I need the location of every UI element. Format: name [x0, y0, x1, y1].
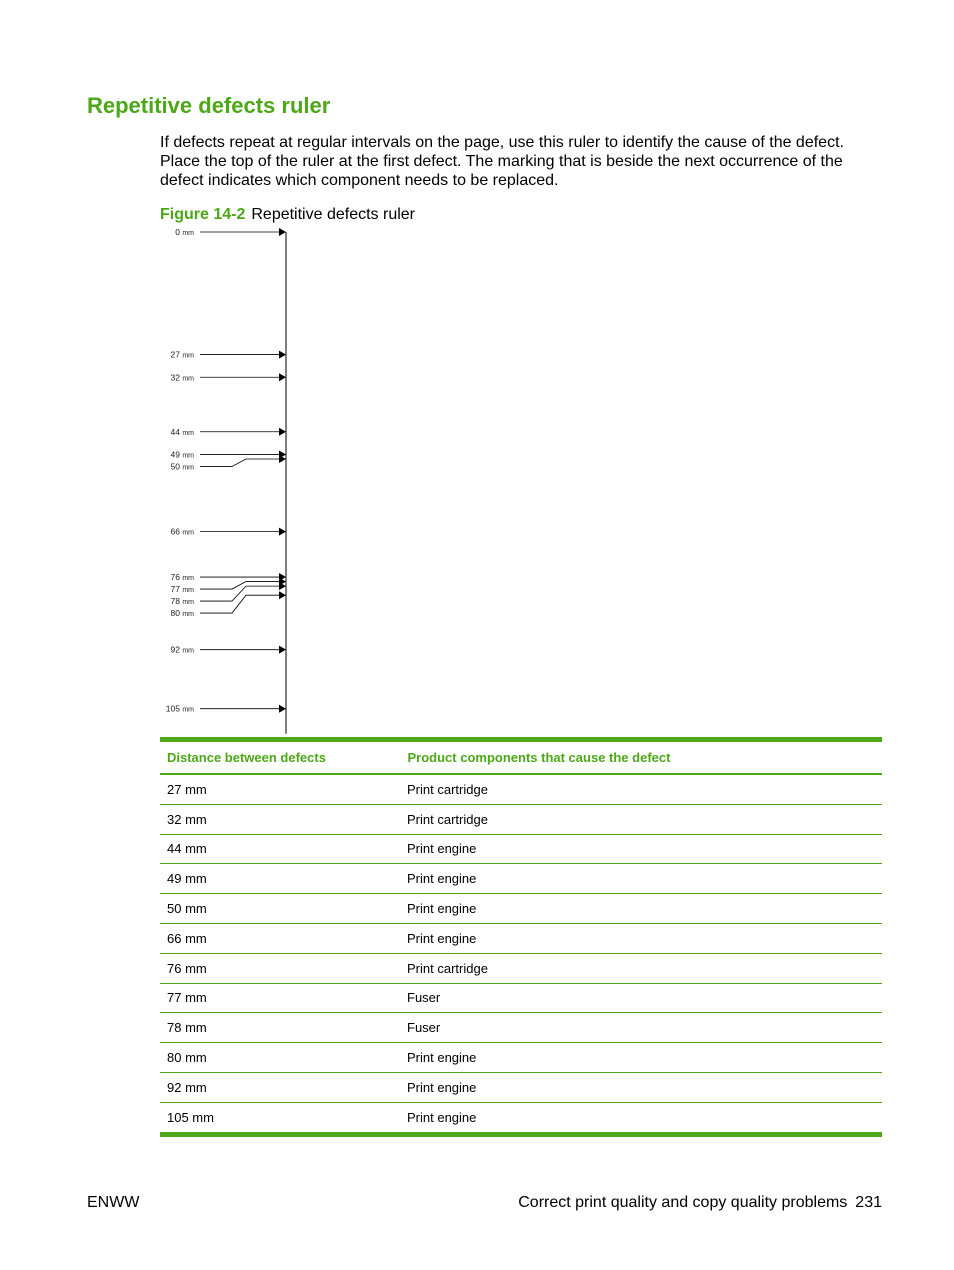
footer-left: ENWW — [87, 1194, 140, 1211]
ruler-label: 66 mm — [170, 526, 194, 537]
ruler-leader-line — [200, 595, 280, 613]
page-title: Repetitive defects ruler — [87, 93, 331, 118]
defects-table — [160, 737, 882, 1137]
intro-paragraph: If defects repeat at regular intervals on the page, use this ruler to identify the cause of the defect. Place the top of the ruler at the first defect. The marking that is beside the next occurrence of the defect indicates which component needs to be replaced. — [160, 134, 844, 189]
component-cell: Print engine — [400, 834, 882, 864]
ruler-arrowhead — [279, 646, 286, 654]
ruler-label: 105 mm — [165, 703, 194, 714]
table-row — [160, 983, 882, 1013]
table-row — [160, 894, 882, 924]
component-cell: Print engine — [400, 923, 882, 953]
ruler-arrowhead — [279, 373, 286, 381]
figure-number: Figure 14-2 — [160, 206, 246, 223]
ruler-label: 50 mm — [170, 461, 194, 472]
distance-cell: 44 mm — [160, 834, 400, 864]
footer-section: Correct print quality and copy quality problems — [518, 1194, 848, 1211]
ruler-label: 78 mm — [170, 596, 194, 607]
distance-cell: 32 mm — [160, 804, 400, 834]
table-row — [160, 864, 882, 894]
ruler-label: 77 mm — [170, 584, 194, 595]
footer-right — [518, 1194, 882, 1212]
distance-cell: 76 mm — [160, 953, 400, 983]
ruler-label: 44 mm — [170, 426, 194, 437]
ruler-label: 27 mm — [170, 349, 194, 360]
ruler-leader-line — [200, 459, 280, 466]
table-row — [160, 774, 882, 804]
distance-cell: 80 mm — [160, 1043, 400, 1073]
header-distance: Distance between defects — [160, 740, 400, 775]
table-header-row — [160, 740, 882, 775]
distance-cell: 78 mm — [160, 1013, 400, 1043]
table-row — [160, 1072, 882, 1102]
ruler-label: 32 mm — [170, 372, 194, 383]
component-cell: Print cartridge — [400, 774, 882, 804]
component-cell: Fuser — [400, 1013, 882, 1043]
component-cell: Print engine — [400, 1072, 882, 1102]
table-row — [160, 923, 882, 953]
distance-cell: 105 mm — [167, 1109, 214, 1125]
table-row — [160, 834, 882, 864]
distance-cell: 77 mm — [160, 983, 400, 1013]
ruler-label: 49 mm — [170, 449, 194, 460]
ruler-arrowhead — [279, 705, 286, 713]
ruler-label: 92 mm — [170, 644, 194, 655]
component-cell: Print cartridge — [400, 953, 882, 983]
component-cell: Print cartridge — [400, 804, 882, 834]
ruler-arrowhead — [279, 351, 286, 359]
table-row — [160, 1102, 882, 1134]
table-row — [160, 804, 882, 834]
header-components: Product components that cause the defect — [400, 740, 882, 775]
ruler-arrowhead — [279, 528, 286, 536]
ruler-leader-line — [200, 586, 280, 601]
ruler-arrowhead — [279, 228, 286, 236]
distance-cell: 92 mm — [160, 1072, 400, 1102]
ruler-label: 76 mm — [170, 572, 194, 583]
table-row — [160, 1043, 882, 1073]
ruler-leader-line — [200, 582, 280, 589]
page-number: 231 — [855, 1194, 882, 1211]
ruler-label: 0 mm — [175, 227, 194, 237]
component-cell: Print engine — [400, 864, 882, 894]
component-cell: Print engine — [407, 1109, 477, 1125]
ruler-label: 80 mm — [170, 608, 194, 619]
ruler-arrowhead — [279, 428, 286, 436]
defects-ruler-figure — [150, 222, 300, 736]
distance-cell: 66 mm — [160, 923, 400, 953]
component-cell: Print engine — [400, 1043, 882, 1073]
distance-cell: 49 mm — [160, 864, 400, 894]
table-row — [160, 953, 882, 983]
distance-cell: 27 mm — [160, 774, 400, 804]
table-row — [160, 1013, 882, 1043]
ruler-arrowhead — [279, 591, 286, 599]
component-cell: Print engine — [400, 894, 882, 924]
figure-caption-text: Repetitive defects ruler — [251, 206, 415, 223]
distance-cell: 50 mm — [160, 894, 400, 924]
component-cell: Fuser — [400, 983, 882, 1013]
